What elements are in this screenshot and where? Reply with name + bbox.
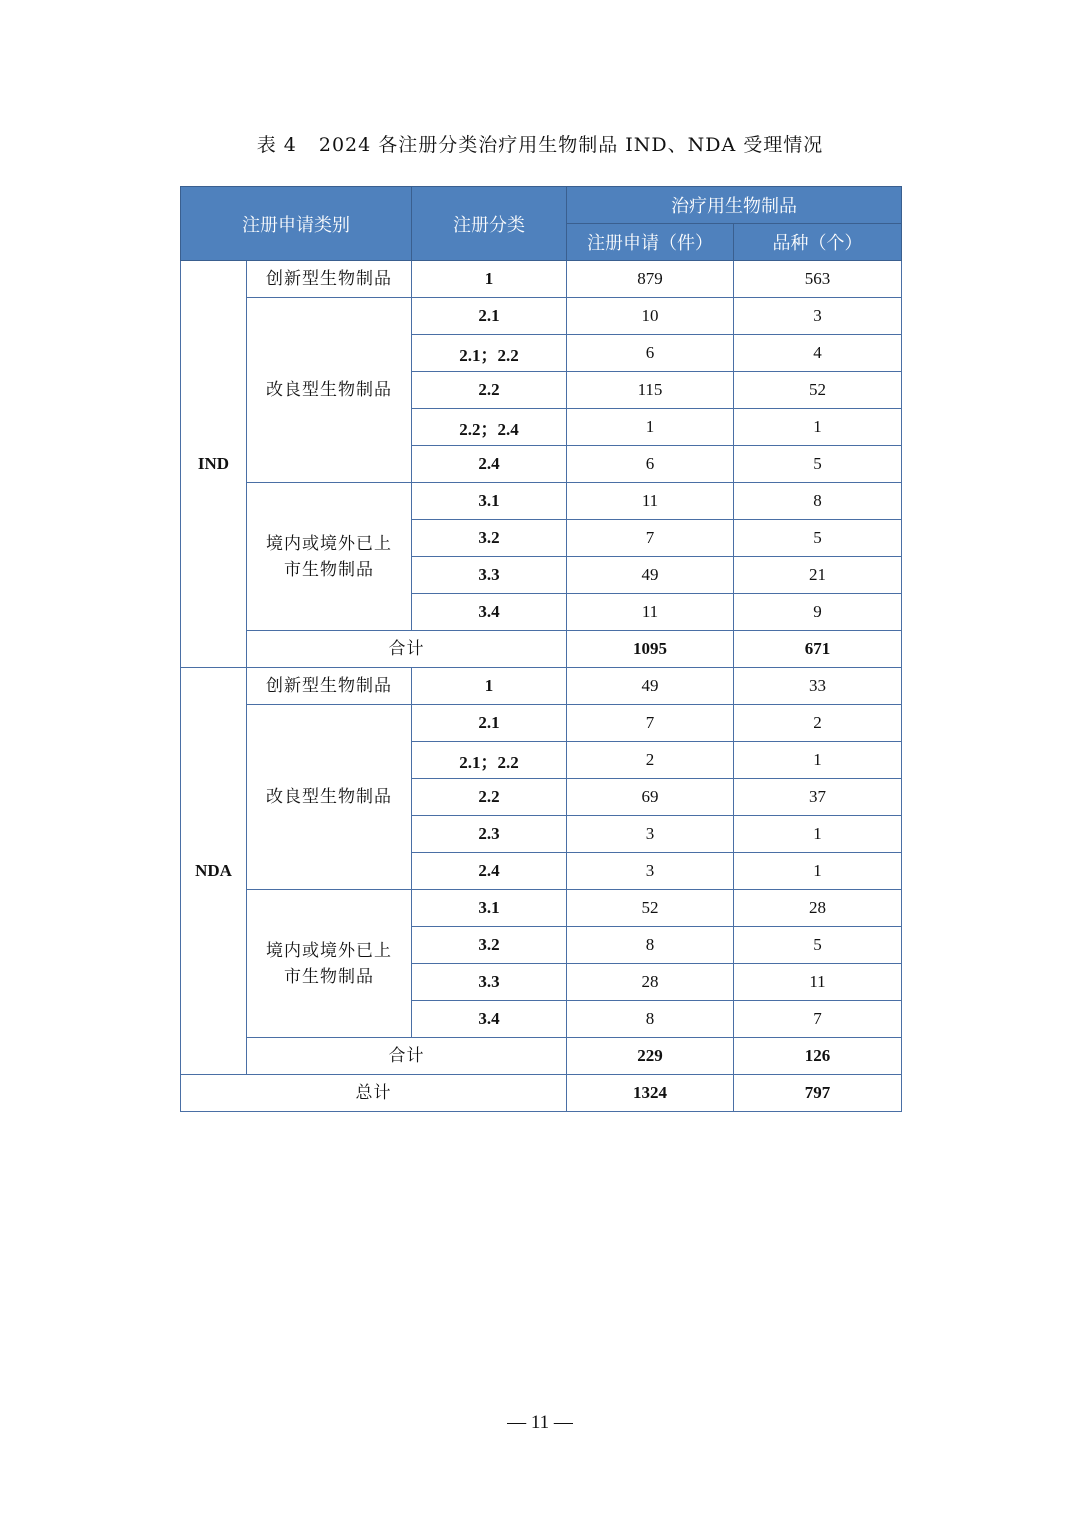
class-cell: 3.1 <box>412 483 567 520</box>
class-cell: 3.4 <box>412 594 567 631</box>
varieties-cell: 33 <box>734 668 902 705</box>
class-cell: 2.2 <box>412 372 567 409</box>
varieties-cell: 1 <box>734 742 902 779</box>
table-row <box>181 298 902 335</box>
applications-cell: 6 <box>567 335 734 372</box>
applications-cell: 8 <box>567 1001 734 1038</box>
category-improved: 改良型生物制品 <box>247 298 412 483</box>
subtotal-row <box>181 1038 902 1075</box>
varieties-cell: 7 <box>734 1001 902 1038</box>
page-number: — 11 — <box>507 1412 573 1433</box>
applications-cell: 10 <box>567 298 734 335</box>
subtotal-applications: 1095 <box>567 631 734 668</box>
applications-cell: 3 <box>567 853 734 890</box>
class-cell: 3.2 <box>412 520 567 557</box>
applications-cell: 52 <box>567 890 734 927</box>
applications-cell: 49 <box>567 557 734 594</box>
header-applications: 注册申请（件） <box>567 224 734 261</box>
applications-cell: 6 <box>567 446 734 483</box>
header-class: 注册分类 <box>412 187 567 261</box>
applications-cell: 11 <box>567 483 734 520</box>
applications-cell: 2 <box>567 742 734 779</box>
total-label: 总计 <box>181 1075 567 1112</box>
varieties-cell: 3 <box>734 298 902 335</box>
subtotal-varieties: 671 <box>734 631 902 668</box>
class-cell: 3.4 <box>412 1001 567 1038</box>
table-row <box>181 261 902 298</box>
table-caption <box>0 130 1080 157</box>
varieties-cell: 37 <box>734 779 902 816</box>
class-cell: 2.1 <box>412 298 567 335</box>
class-cell: 1 <box>412 668 567 705</box>
applications-cell: 11 <box>567 594 734 631</box>
varieties-cell: 5 <box>734 446 902 483</box>
varieties-cell: 4 <box>734 335 902 372</box>
varieties-cell: 28 <box>734 890 902 927</box>
category-improved: 改良型生物制品 <box>247 705 412 890</box>
applications-cell: 8 <box>567 927 734 964</box>
subtotal-label: 合计 <box>247 1038 567 1075</box>
header-category: 注册申请类别 <box>181 187 412 261</box>
class-cell: 2.4 <box>412 446 567 483</box>
varieties-cell: 11 <box>734 964 902 1001</box>
category-marketed: 境内或境外已上市生物制品 <box>247 890 412 1038</box>
varieties-cell: 2 <box>734 705 902 742</box>
varieties-cell: 5 <box>734 520 902 557</box>
varieties-cell: 21 <box>734 557 902 594</box>
varieties-cell: 563 <box>734 261 902 298</box>
varieties-cell: 1 <box>734 409 902 446</box>
category-marketed: 境内或境外已上市生物制品 <box>247 483 412 631</box>
applications-cell: 3 <box>567 816 734 853</box>
class-cell: 3.3 <box>412 964 567 1001</box>
class-cell: 3.2 <box>412 927 567 964</box>
varieties-cell: 8 <box>734 483 902 520</box>
group-label-ind: IND <box>181 261 247 668</box>
class-cell: 2.3 <box>412 816 567 853</box>
class-cell: 2.2；2.4 <box>412 409 567 446</box>
table-row <box>181 483 902 520</box>
class-cell: 2.4 <box>412 853 567 890</box>
varieties-cell: 1 <box>734 853 902 890</box>
class-cell: 3.1 <box>412 890 567 927</box>
caption-label: 表 4 <box>256 134 297 156</box>
table-row <box>181 890 902 927</box>
class-cell: 2.1；2.2 <box>412 335 567 372</box>
category-innovative: 创新型生物制品 <box>247 668 412 705</box>
applications-cell: 7 <box>567 520 734 557</box>
caption-text: 2024 各注册分类治疗用生物制品 IND、NDA 受理情况 <box>318 134 824 156</box>
registration-table <box>180 186 902 1112</box>
varieties-cell: 52 <box>734 372 902 409</box>
subtotal-row <box>181 631 902 668</box>
table-row <box>181 668 902 705</box>
header-varieties: 品种（个） <box>734 224 902 261</box>
varieties-cell: 5 <box>734 927 902 964</box>
applications-cell: 69 <box>567 779 734 816</box>
class-cell: 2.2 <box>412 779 567 816</box>
class-cell: 1 <box>412 261 567 298</box>
varieties-cell: 9 <box>734 594 902 631</box>
header-group: 治疗用生物制品 <box>567 187 902 224</box>
class-cell: 2.1；2.2 <box>412 742 567 779</box>
subtotal-applications: 229 <box>567 1038 734 1075</box>
total-row <box>181 1075 902 1112</box>
varieties-cell: 1 <box>734 816 902 853</box>
applications-cell: 7 <box>567 705 734 742</box>
applications-cell: 879 <box>567 261 734 298</box>
applications-cell: 28 <box>567 964 734 1001</box>
applications-cell: 49 <box>567 668 734 705</box>
class-cell: 2.1 <box>412 705 567 742</box>
subtotal-label: 合计 <box>247 631 567 668</box>
table-row <box>181 705 902 742</box>
group-label-nda: NDA <box>181 668 247 1075</box>
total-varieties: 797 <box>734 1075 902 1112</box>
subtotal-varieties: 126 <box>734 1038 902 1075</box>
applications-cell: 1 <box>567 409 734 446</box>
class-cell: 3.3 <box>412 557 567 594</box>
applications-cell: 115 <box>567 372 734 409</box>
total-applications: 1324 <box>567 1075 734 1112</box>
category-innovative: 创新型生物制品 <box>247 261 412 298</box>
